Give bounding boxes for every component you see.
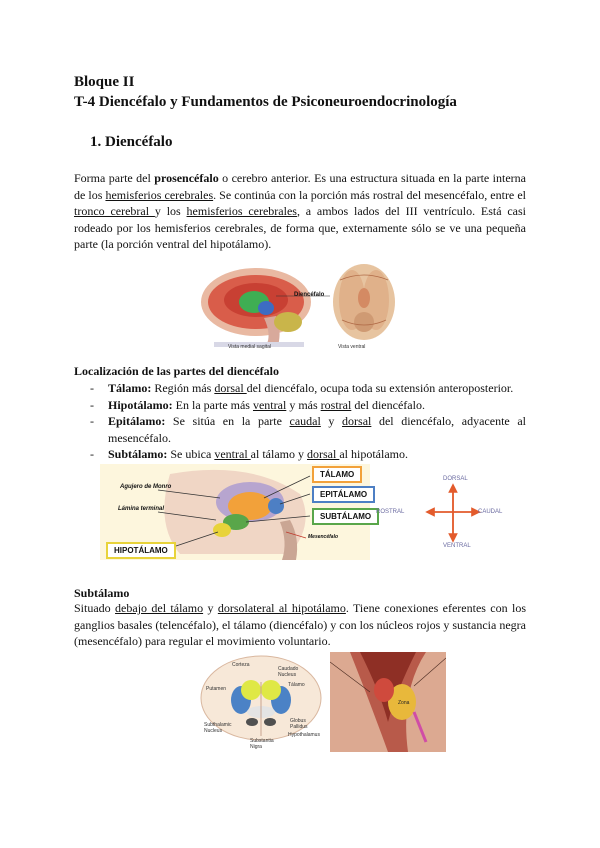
block-title: Bloque II [74,74,135,90]
epitalamo-tag: EPITÁLAMO [312,486,375,503]
caudal-label: CAUDAL [478,509,503,515]
thalamus-label: Tálamo [288,682,305,688]
diencephalon-pointer [276,293,336,299]
substantia-label: Substantia Nigra [250,738,274,750]
parts-list [74,380,526,463]
putamen-label: Putamen [206,686,227,692]
caption-left: Vista medial sagital [228,344,271,350]
topic-title: T-4 Diencéfalo y Fundamentos de Psiconeuroendocrinología [74,94,457,110]
brain-sagittal-figure [196,260,320,352]
hipotalamo-tag: HIPOTÁLAMO [106,542,176,559]
subtalamo-title: Subtálamo [74,586,130,600]
brain-ventral-figure [330,260,398,352]
localizacion-title: Localización de las partes del diencéfalo [74,364,279,378]
diencephalon-label: Diencéfalo [294,292,325,298]
intro-paragraph: Forma parte del prosencéfalo o cerebro anterior. Es una estructura situada en la parte interna de los hemisferios cerebrales. Se continúa con la porción más rostral del mesencéfalo, entre el tronco cerebral y los hemisferios cerebrales, a ambos lados del III ventrículo. Está casi rodeado por los hemisferios cerebrales, de forma que, externamente sólo se ve una pequeña parte (la porción ventral del hipotálamo). [74,171,527,251]
dorsal-label: DORSAL [443,476,468,482]
caudate-label: Caudado Nucleus [278,666,299,678]
hypothalamus-label: Hypothalamus [288,732,320,738]
subtalamo-paragraph: Situado debajo del tálamo y dorsolateral al hipotálamo. Tiene conexiones eferentes con los ganglios basales (telencéfalo), el tálamo (diencéfalo) y con los núcleos rojos y sustancia negra (mesencéfalo) para regular el movimiento voluntario. [74,601,527,648]
talamo-tag: TÁLAMO [312,466,362,483]
subtalamo-tag: SUBTÁLAMO [312,508,379,525]
caption-right: Vista ventral [338,344,366,350]
list-item: - Hipotálamo: En la parte más ventral y más rostral del diencéfalo. [74,397,526,414]
subthalamic-label: Subthalamic Nucleus [204,722,232,734]
cortex-label: Corteza [232,662,250,668]
monro-label: Agujero de Monro [120,484,172,490]
lamina-label: Lámina terminal [118,506,165,512]
list-item: - Epitálamo: Se sitúa en la parte caudal y dorsal del diencéfalo, adyacente al mesencéfalo. [74,413,526,446]
coronal-section-figure [196,652,326,752]
photo-label: Zona [398,700,410,706]
list-item: - Tálamo: Región más dorsal del diencéfalo, ocupa toda su extensión anteroposterior. [74,380,526,397]
dissection-photo [330,652,446,752]
mesencephalon-label: Mesencéfalo [308,534,339,540]
section-heading: 1. Diencéfalo [90,134,173,150]
globus-label: Globus Pallidus [290,718,308,730]
list-item: - Subtálamo: Se ubica ventral al tálamo y dorsal al hipotálamo. [74,446,526,463]
ventral-label: VENTRAL [443,543,471,549]
rostral-label: ROSTRAL [376,509,405,515]
